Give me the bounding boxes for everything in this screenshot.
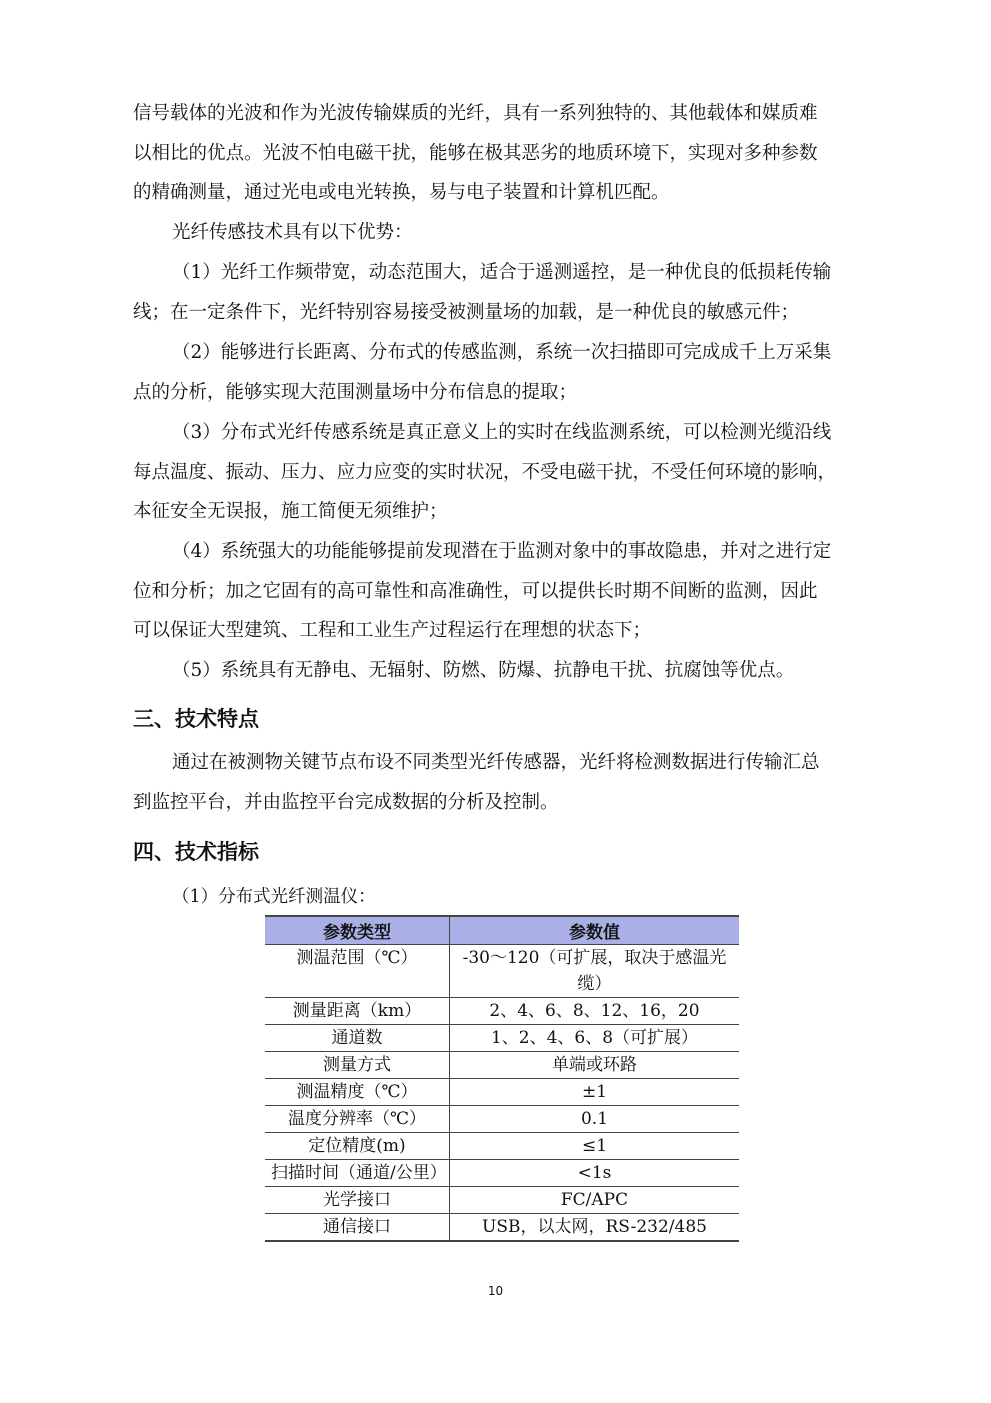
param-cell: 测量距离（km） [265, 998, 450, 1025]
table-header-row [265, 916, 739, 945]
table-row [265, 1133, 739, 1160]
param-cell: 测温精度（℃） [265, 1079, 450, 1106]
value-cell: 1、2、4、6、8（可扩展） [450, 1025, 740, 1052]
value-cell: FC/APC [450, 1187, 740, 1214]
table-row [265, 1214, 739, 1242]
value-cell: <1s [450, 1160, 740, 1187]
param-cell: 通信接口 [265, 1214, 450, 1242]
value-cell: 0.1 [450, 1106, 740, 1133]
text-line: （1）光纤工作频带宽，动态范围大，适合于遥测遥控，是一种优良的低损耗传输 [172, 262, 832, 283]
table-caption [172, 878, 872, 918]
text-line: 线；在一定条件下，光纤特别容易接受被测量场的加载，是一种优良的敏感元件； [133, 301, 800, 323]
section-4-title: 四、技术指标 [133, 840, 259, 864]
text-line: 位和分析；加之它固有的高可靠性和高准确性，可以提供长时期不间断的监测，因此 [133, 580, 818, 602]
text-line: （1）分布式光纤测温仪： [172, 887, 376, 907]
table-row [265, 1052, 739, 1079]
param-cell: 温度分辨率（℃） [265, 1106, 450, 1133]
intro-paragraph [133, 94, 873, 213]
value-cell: ±1 [450, 1079, 740, 1106]
section-3-paragraph [133, 743, 873, 822]
param-cell: 光学接口 [265, 1187, 450, 1214]
text-line: （2）能够进行长距离、分布式的传感监测，系统一次扫描即可完成成千上万采集 [172, 342, 832, 363]
table-row [265, 1160, 739, 1187]
text-line: 每点温度、振动、压力、应力应变的实时状况，不受电磁干扰，不受任何环境的影响， [133, 461, 837, 483]
text-line: （4）系统强大的功能能够提前发现潜在于监测对象中的事故隐患，并对之进行定 [172, 541, 832, 562]
text-line: （3）分布式光纤传感系统是真正意义上的实时在线监测系统，可以检测光缆沿线 [172, 422, 832, 443]
param-cell: 测温范围（℃） [265, 945, 450, 998]
param-cell: 测量方式 [265, 1052, 450, 1079]
text-line: 本征安全无误报，施工简便无须维护； [133, 501, 448, 522]
header-param-type: 参数类型 [265, 916, 450, 945]
advantage-4 [133, 532, 873, 651]
param-cell: 扫描时间（通道/公里） [265, 1160, 450, 1187]
text-line: （5）系统具有无静电、无辐射、防燃、防爆、抗静电干扰、抗腐蚀等优点。 [172, 660, 795, 681]
advantage-5 [133, 651, 873, 691]
spec-table [265, 915, 739, 1242]
text-line: 以相比的优点。光波不怕电磁干扰，能够在极其恶劣的地质环境下，实现对多种参数 [133, 142, 818, 164]
table-row [265, 945, 739, 998]
text-line: 通过在被测物关键节点布设不同类型光纤传感器，光纤将检测数据进行传输汇总 [172, 752, 820, 773]
text-line: 的精确测量，通过光电或电光转换，易与电子装置和计算机匹配。 [133, 182, 670, 203]
value-cell: USB，以太网，RS-232/485 [450, 1214, 740, 1242]
table-row [265, 1106, 739, 1133]
value-cell: 2、4、6、8、12、16，20 [450, 998, 740, 1025]
text-line: 可以保证大型建筑、工程和工业生产过程运行在理想的状态下； [133, 620, 652, 641]
page-number: 10 [487, 1284, 504, 1298]
value-cell: ≤1 [450, 1133, 740, 1160]
text-line: 点的分析，能够实现大范围测量场中分布信息的提取； [133, 381, 578, 403]
text-line: 信号载体的光波和作为光波传输媒质的光纤，具有一系列独特的、其他载体和媒质难 [133, 103, 818, 124]
header-param-value: 参数值 [450, 916, 740, 945]
text-line: 到监控平台，并由监控平台完成数据的分析及控制。 [133, 791, 559, 813]
advantage-1 [133, 253, 873, 332]
table-row [265, 1079, 739, 1106]
section-3-title: 三、技术特点 [133, 707, 259, 731]
value-cell: -30～120（可扩展，取决于感温光缆） [450, 945, 740, 998]
table-row [265, 998, 739, 1025]
value-cell: 单端或环路 [450, 1052, 740, 1079]
advantage-2 [133, 333, 873, 412]
text-line: 光纤传感技术具有以下优势： [172, 222, 413, 243]
advantages-intro [172, 213, 872, 253]
advantage-3 [133, 413, 873, 532]
table-row [265, 1187, 739, 1214]
table-row [265, 1025, 739, 1052]
param-cell: 定位精度(m) [265, 1133, 450, 1160]
param-cell: 通道数 [265, 1025, 450, 1052]
